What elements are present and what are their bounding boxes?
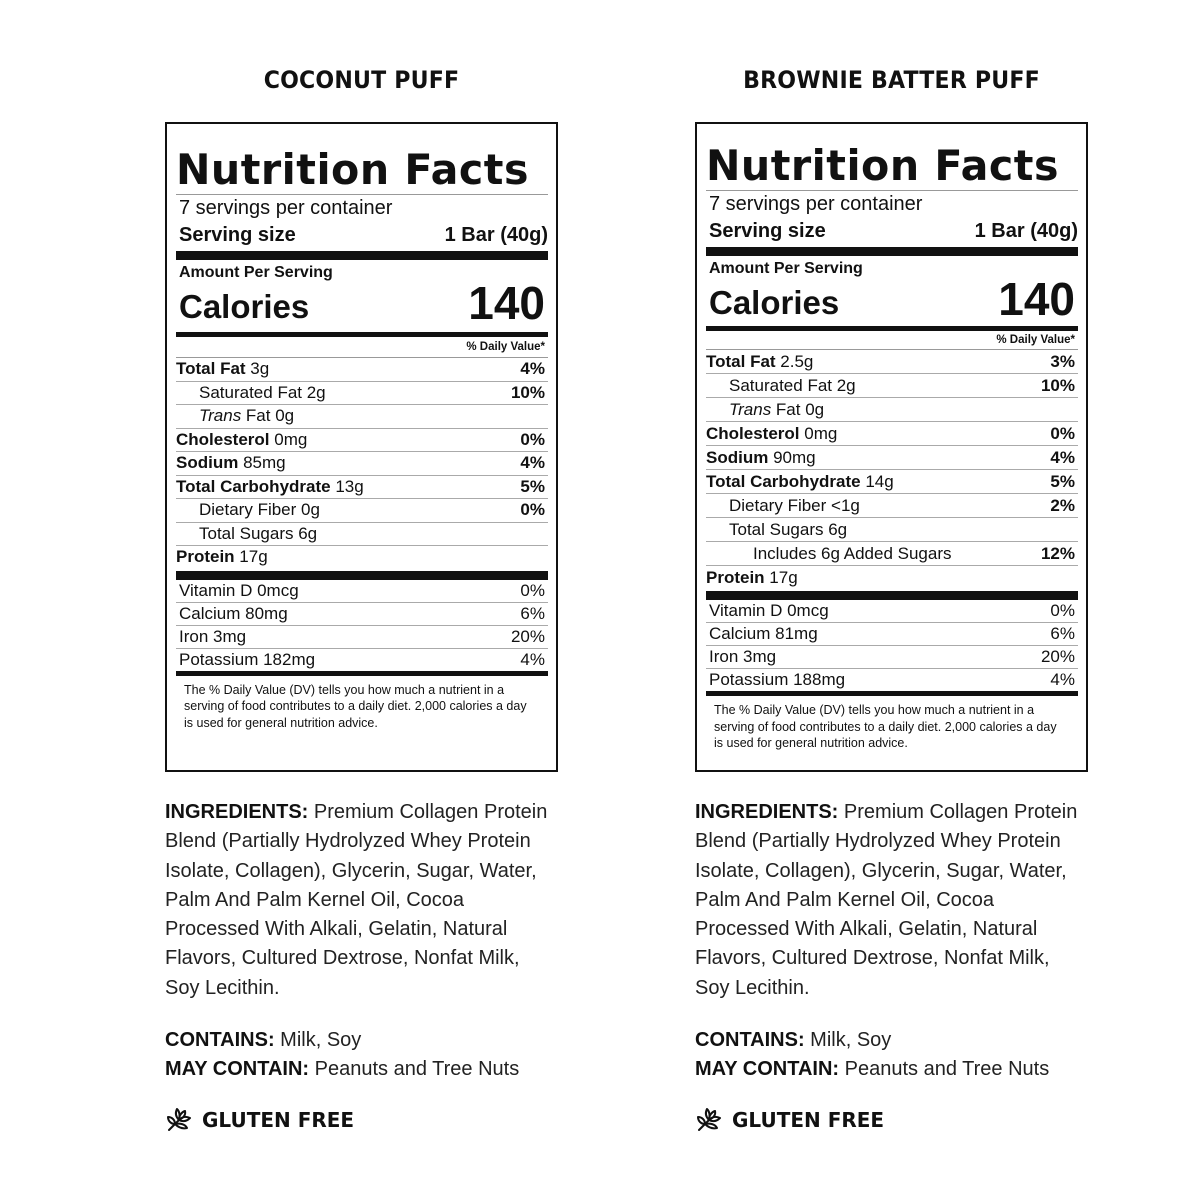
amount-per-serving: Amount Per Serving xyxy=(709,260,863,277)
may-contain: MAY CONTAIN: Peanuts and Tree Nuts xyxy=(165,1058,520,1080)
calories-value: 140 xyxy=(998,273,1075,325)
may-contain: MAY CONTAIN: Peanuts and Tree Nuts xyxy=(695,1058,1050,1080)
nutrient-row: Dietary Fiber <1g 2% xyxy=(706,493,1078,517)
nutrient-row: Protein 17g xyxy=(176,545,548,569)
nutrition-facts-label xyxy=(165,122,558,772)
ingredients: INGREDIENTS: Premium Collagen Protein Blend (Partially Hydrolyzed Whey Protein Isolate, Collagen), Glycerin, Sugar, Water, Palm And Palm Kernel Oil, Cocoa Processed With Alkali, Gelatin, Natural Flavors, Cultured Dextrose, Nonfat Milk, Soy Lecithin. xyxy=(695,801,1078,999)
vitamin-row: Calcium 81mg 6% xyxy=(706,622,1078,645)
vitamin-row: Potassium 188mg 4% xyxy=(706,668,1078,691)
nutrient-row: Sodium 85mg 4% xyxy=(176,451,548,475)
vitamin-row: Vitamin D 0mcg 0% xyxy=(709,601,1075,620)
nutrient-row: Includes 6g Added Sugars 12% xyxy=(706,541,1078,565)
nutrient-row: Saturated Fat 2g 10% xyxy=(176,381,548,405)
calories-label: Calories xyxy=(179,288,310,325)
nutrient-row: Cholesterol 0mg 0% xyxy=(706,421,1078,445)
nutrient-row: Total Sugars 6g xyxy=(706,517,1078,541)
gluten-free-text: GLUTEN FREE xyxy=(732,1108,885,1132)
nutrient-row: Total Sugars 6g xyxy=(176,522,548,546)
contains: CONTAINS: Milk, Soy xyxy=(695,1029,892,1051)
vitamin-row: Vitamin D 0mcg 0% xyxy=(179,580,545,600)
servings-per-container: 7 servings per container xyxy=(179,197,393,219)
calories-label: Calories xyxy=(709,284,840,321)
gluten-free-text: GLUTEN FREE xyxy=(202,1108,355,1132)
serving-size-label: Serving size xyxy=(179,224,296,246)
nutrient-row: Sodium 90mg 4% xyxy=(706,445,1078,469)
nutrient-row: Dietary Fiber 0g 0% xyxy=(176,498,548,522)
nutrient-row: Protein 17g xyxy=(706,565,1078,589)
product-title: BROWNIE BATTER PUFF xyxy=(743,66,1040,94)
nutrient-row: Total Carbohydrate 13g 5% xyxy=(176,475,548,499)
wheat-icon xyxy=(695,1106,723,1134)
calories-row xyxy=(706,273,1078,325)
serving-size-value: 1 Bar (40g) xyxy=(444,224,548,246)
nutrient-row: Total Carbohydrate 14g 5% xyxy=(706,469,1078,493)
amount-per-serving: Amount Per Serving xyxy=(179,264,333,281)
servings-per-container: 7 servings per container xyxy=(709,193,923,215)
vitamin-row: Iron 3mg 20% xyxy=(706,645,1078,668)
serving-size-row xyxy=(706,217,1078,247)
calories-row xyxy=(176,277,548,329)
serving-size-label: Serving size xyxy=(709,220,826,242)
serving-size-row xyxy=(176,221,548,251)
nutrition-facts-heading: Nutrition Facts xyxy=(706,141,1059,190)
contains: CONTAINS: Milk, Soy xyxy=(165,1029,362,1051)
vitamin-row: Calcium 80mg 6% xyxy=(176,602,548,625)
calories-value: 140 xyxy=(468,277,545,329)
daily-value-header: % Daily Value* xyxy=(466,341,545,353)
daily-value-footnote: The % Daily Value (DV) tells you how much a nutrient in a serving of food contributes to a daily diet. 2,000 calories a day is used for general nutrition advice. xyxy=(714,703,1057,750)
product-title: COCONUT PUFF xyxy=(263,66,460,94)
wheat-icon xyxy=(165,1106,193,1134)
vitamin-row: Potassium 182mg 4% xyxy=(176,648,548,671)
daily-value-header: % Daily Value* xyxy=(996,334,1075,346)
daily-value-footnote: The % Daily Value (DV) tells you how much a nutrient in a serving of food contributes to a daily diet. 2,000 calories a day is used for general nutrition advice. xyxy=(184,682,527,730)
vitamin-row: Iron 3mg 20% xyxy=(176,625,548,648)
ingredients-label: INGREDIENTS: xyxy=(695,801,839,823)
nutrient-row: Total Fat 2.5g 3% xyxy=(706,352,1075,371)
nutrient-row: Total Fat 3g 4% xyxy=(176,359,545,378)
ingredients-label: INGREDIENTS: xyxy=(165,801,309,823)
nutrition-facts-label xyxy=(695,122,1088,772)
nutrient-row: Saturated Fat 2g 10% xyxy=(706,373,1078,397)
ingredients: INGREDIENTS: Premium Collagen Protein Blend (Partially Hydrolyzed Whey Protein Isolate, Collagen), Glycerin, Sugar, Water, Palm And Palm Kernel Oil, Cocoa Processed With Alkali, Gelatin, Natural Flavors, Cultured Dextrose, Nonfat Milk, Soy Lecithin. xyxy=(165,801,548,999)
nutrient-row: Cholesterol 0mg 0% xyxy=(176,428,548,452)
nutrient-row: Trans Fat 0g xyxy=(176,404,548,428)
nutrient-row: Trans Fat 0g xyxy=(706,397,1078,421)
gluten-free-badge xyxy=(695,1106,884,1134)
nutrition-facts-heading: Nutrition Facts xyxy=(176,145,529,194)
gluten-free-badge xyxy=(165,1106,354,1134)
serving-size-value: 1 Bar (40g) xyxy=(974,220,1078,242)
